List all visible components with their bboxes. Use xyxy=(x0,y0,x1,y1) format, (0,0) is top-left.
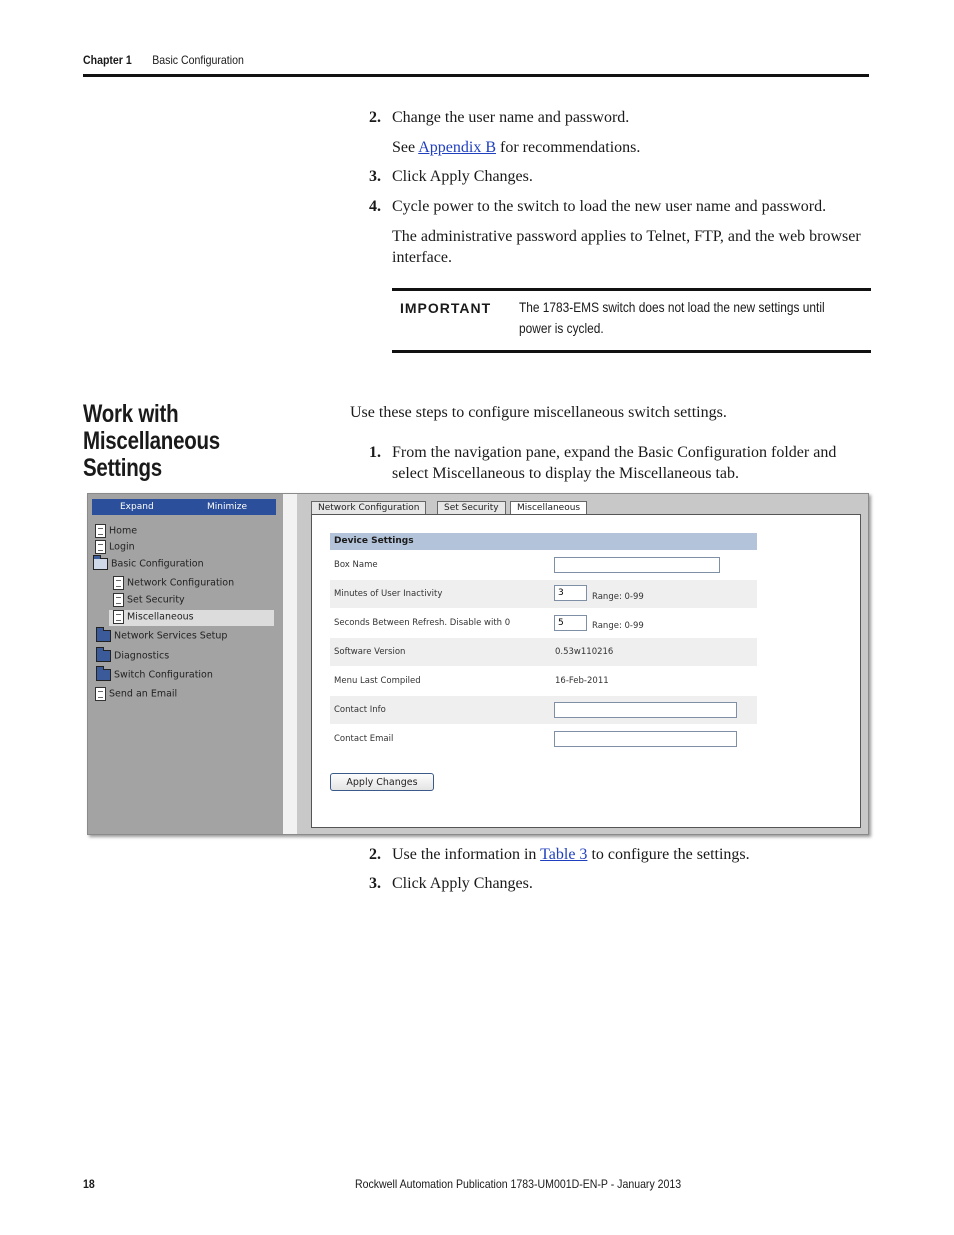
document-icon xyxy=(113,593,124,607)
table-3-link[interactable]: Table 3 xyxy=(540,846,588,863)
row-refresh xyxy=(330,609,757,637)
document-icon xyxy=(113,576,124,590)
nav-item-send-an-email[interactable]: Send an Email xyxy=(95,687,177,701)
step-3-number: 3. xyxy=(369,168,381,185)
inactivity-input[interactable] xyxy=(554,585,587,601)
step-1-number: 1. xyxy=(369,444,381,461)
nav-item-basic-configuration[interactable]: Basic Configuration xyxy=(93,558,204,570)
box-name-label: Box Name xyxy=(334,560,378,570)
refresh-range: Range: 0-99 xyxy=(592,621,644,631)
row-box-name xyxy=(330,551,757,579)
row-software-version xyxy=(330,638,757,666)
folder-icon xyxy=(96,630,111,642)
nav-item-network-configuration[interactable]: Network Configuration xyxy=(113,576,234,590)
nav-item-set-security[interactable]: Set Security xyxy=(113,593,185,607)
nav-item-login[interactable]: Login xyxy=(95,540,135,554)
tab-miscellaneous[interactable]: Miscellaneous xyxy=(510,501,587,516)
section-intro: Use these steps to configure miscellaneous switch settings. xyxy=(350,404,727,421)
tab-set-security[interactable]: Set Security xyxy=(437,501,506,515)
nav-item-home[interactable]: Home xyxy=(95,524,137,538)
box-name-input[interactable] xyxy=(554,557,720,573)
expand-button[interactable]: Expand xyxy=(120,502,154,512)
refresh-input[interactable] xyxy=(554,615,587,631)
step-3-text: Click Apply Changes. xyxy=(392,168,533,185)
contact-info-label: Contact Info xyxy=(334,705,386,715)
password-note: The administrative password applies to Telnet, FTP, and the web browser interface. xyxy=(392,228,861,266)
important-label: IMPORTANT xyxy=(400,300,492,316)
step-3b-number: 3. xyxy=(369,875,381,892)
contact-email-label: Contact Email xyxy=(334,734,394,744)
document-icon xyxy=(95,687,106,701)
folder-icon xyxy=(96,650,111,662)
software-version-value: 0.53w110216 xyxy=(555,647,614,657)
step-2b-number: 2. xyxy=(369,846,381,863)
step-3b-text: Click Apply Changes. xyxy=(392,875,533,892)
chapter-title: Basic Configuration xyxy=(152,53,244,67)
row-contact-info xyxy=(330,696,757,724)
nav-item-switch-configuration[interactable]: Switch Configuration xyxy=(96,669,213,681)
inactivity-range: Range: 0-99 xyxy=(592,592,644,602)
step-2b-text: Use the information in Table 3 to configure the settings. xyxy=(392,846,750,863)
device-settings-header: Device Settings xyxy=(330,533,757,550)
row-menu-last-compiled xyxy=(330,667,757,695)
menu-last-compiled-value: 16-Feb-2011 xyxy=(555,676,609,686)
menu-last-compiled-label: Menu Last Compiled xyxy=(334,676,421,686)
important-text: The 1783-EMS switch does not load the new settings until power is cycled. xyxy=(519,299,825,336)
step-1-text: From the navigation pane, expand the Basic Configuration folder and select Miscellaneous to display the Miscellaneous tab. xyxy=(392,444,837,482)
see-appendix-note: See Appendix B for recommendations. xyxy=(392,139,641,156)
document-icon xyxy=(113,610,124,624)
pane-splitter[interactable] xyxy=(283,494,297,834)
nav-toolbar xyxy=(92,499,276,515)
contact-info-input[interactable] xyxy=(554,702,737,718)
header-rule xyxy=(83,74,869,77)
section-title: Work with Miscellaneous Settings xyxy=(83,400,220,482)
important-top-rule xyxy=(392,288,871,291)
ui-screenshot xyxy=(87,493,869,835)
chapter-label: Chapter 1 xyxy=(83,53,132,67)
running-header xyxy=(83,53,244,67)
appendix-b-link[interactable]: Appendix B xyxy=(418,139,496,156)
contact-email-input[interactable] xyxy=(554,731,737,747)
refresh-label: Seconds Between Refresh. Disable with 0 xyxy=(334,618,511,628)
step-4-text: Cycle power to the switch to load the new user name and password. xyxy=(392,198,827,215)
content-pane xyxy=(297,494,868,834)
row-contact-email xyxy=(330,725,757,753)
row-user-inactivity xyxy=(330,580,757,608)
software-version-label: Software Version xyxy=(334,647,406,657)
minimize-button[interactable]: Minimize xyxy=(207,502,247,512)
nav-item-diagnostics[interactable]: Diagnostics xyxy=(96,650,169,662)
inactivity-label: Minutes of User Inactivity xyxy=(334,589,443,599)
important-bottom-rule xyxy=(392,350,871,353)
tab-network-configuration[interactable]: Network Configuration xyxy=(311,501,426,515)
apply-changes-button[interactable]: Apply Changes xyxy=(330,773,434,791)
nav-item-miscellaneous[interactable]: Miscellaneous xyxy=(113,610,194,624)
publication-info: Rockwell Automation Publication 1783-UM001D-EN-P - January 2013 xyxy=(355,1177,682,1191)
navigation-pane xyxy=(88,494,283,834)
folder-icon xyxy=(96,669,111,681)
nav-item-network-services-setup[interactable]: Network Services Setup xyxy=(96,630,227,642)
page-number: 18 xyxy=(83,1177,95,1191)
open-folder-icon xyxy=(93,558,108,570)
step-2-number: 2. xyxy=(369,109,381,126)
settings-panel xyxy=(311,514,861,828)
step-4-number: 4. xyxy=(369,198,381,215)
document-icon xyxy=(95,540,106,554)
document-icon xyxy=(95,524,106,538)
step-2-text: Change the user name and password. xyxy=(392,109,630,126)
